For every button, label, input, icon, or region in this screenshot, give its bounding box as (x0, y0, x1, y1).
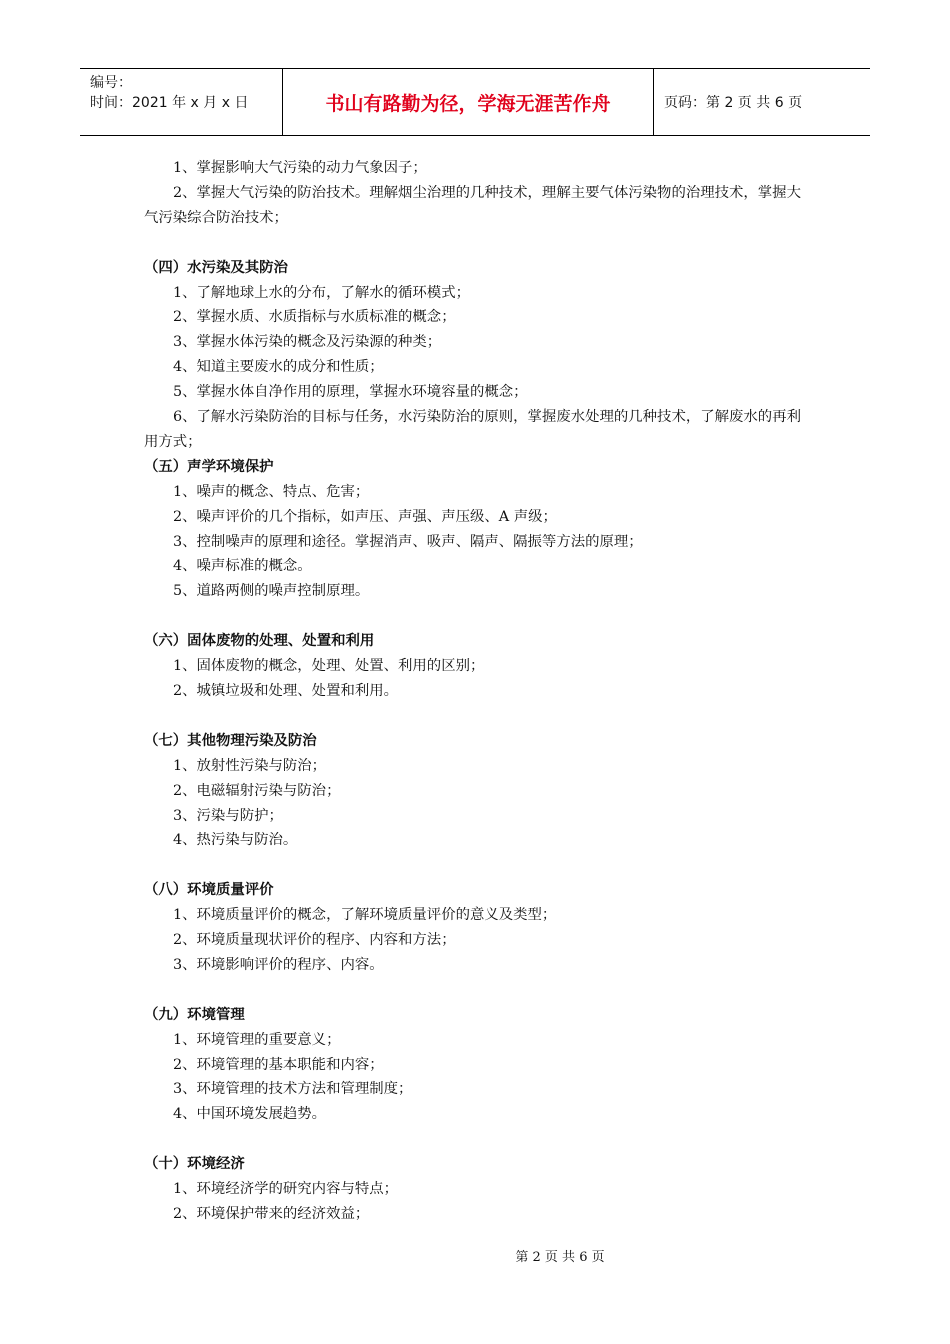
section-title-4: （四）水污染及其防治 (144, 259, 288, 276)
section-title-6: （六）固体废物的处理、处置和利用 (144, 633, 375, 650)
list-item: 2、环境质量现状评价的程序、内容和方法； (173, 932, 456, 949)
intro-item-1: 1、掌握影响大气污染的动力气象因子； (173, 160, 427, 176)
intro-item-2: 2、掌握大气污染的防治技术。理解烟尘治理的几种技术，理解主要气体污染物的治理技术，掌握大气污染综合防治技术； (144, 184, 801, 226)
section-title-5: （五）声学环境保护 (144, 458, 274, 475)
list-item: 4、中国环境发展趋势。 (173, 1106, 327, 1123)
page-header (80, 68, 870, 136)
list-item: 4、噪声标准的概念。 (173, 558, 312, 575)
list-item: 3、环境影响评价的程序、内容。 (173, 956, 384, 973)
list-item: 2、电磁辐射污染与防治； (173, 782, 341, 799)
list-item: 6、了解水污染防治的目标与任务，水污染防治的原则，掌握废水处理的几种技术，了解废水的再利用方式； (144, 409, 801, 450)
header-meta (80, 69, 282, 135)
list-item: 1、固体废物的概念，处理、处置、利用的区别； (173, 658, 485, 675)
section-title-7: （七）其他物理污染及防治 (144, 732, 317, 749)
list-item: 1、环境管理的重要意义； (173, 1031, 341, 1048)
list-item: 4、热污染与防治。 (173, 832, 298, 849)
document-body (144, 156, 814, 1227)
list-item: 1、了解地球上水的分布，了解水的循环模式； (173, 284, 470, 301)
list-item: 1、环境经济学的研究内容与特点； (173, 1181, 399, 1198)
list-item: 3、污染与防护； (173, 807, 283, 824)
section-title-10: （十）环境经济 (144, 1156, 245, 1173)
section-title-8: （八）环境质量评价 (144, 882, 274, 899)
list-item: 2、环境保护带来的经济效益； (173, 1205, 370, 1222)
header-page-label: 页码：第 2 页 共 6 页 (664, 95, 803, 111)
list-item: 1、环境质量评价的概念，了解环境质量评价的意义及类型； (173, 907, 557, 924)
list-item: 3、控制噪声的原理和途径。掌握消声、吸声、隔声、隔振等方法的原理； (173, 533, 643, 550)
serial-label: 编号： (90, 75, 132, 91)
list-item: 2、掌握水质、水质指标与水质标准的概念； (173, 309, 456, 326)
list-item: 3、环境管理的技术方法和管理制度； (173, 1081, 413, 1098)
list-item: 5、道路两侧的噪声控制原理。 (173, 583, 370, 600)
list-item: 2、城镇垃圾和处理、处置和利用。 (173, 683, 399, 699)
page-footer: 第 2 页 共 6 页 (515, 1250, 605, 1265)
list-item: 1、放射性污染与防治； (173, 757, 327, 774)
header-motto: 书山有路勤为径，学海无涯苦作舟 (282, 69, 654, 135)
time-label: 时间：2021 年 x 月 x 日 (90, 95, 249, 111)
list-item: 2、噪声评价的几个指标，如声压、声强、声压级、A 声级； (173, 508, 557, 525)
list-item: 3、掌握水体污染的概念及污染源的种类； (173, 334, 442, 351)
section-title-9: （九）环境管理 (144, 1006, 245, 1023)
list-item: 1、噪声的概念、特点、危害； (173, 483, 370, 500)
list-item: 2、环境管理的基本职能和内容； (173, 1056, 384, 1073)
list-item: 4、知道主要废水的成分和性质； (173, 359, 384, 376)
list-item: 5、掌握水体自净作用的原理，掌握水环境容量的概念； (173, 384, 528, 401)
